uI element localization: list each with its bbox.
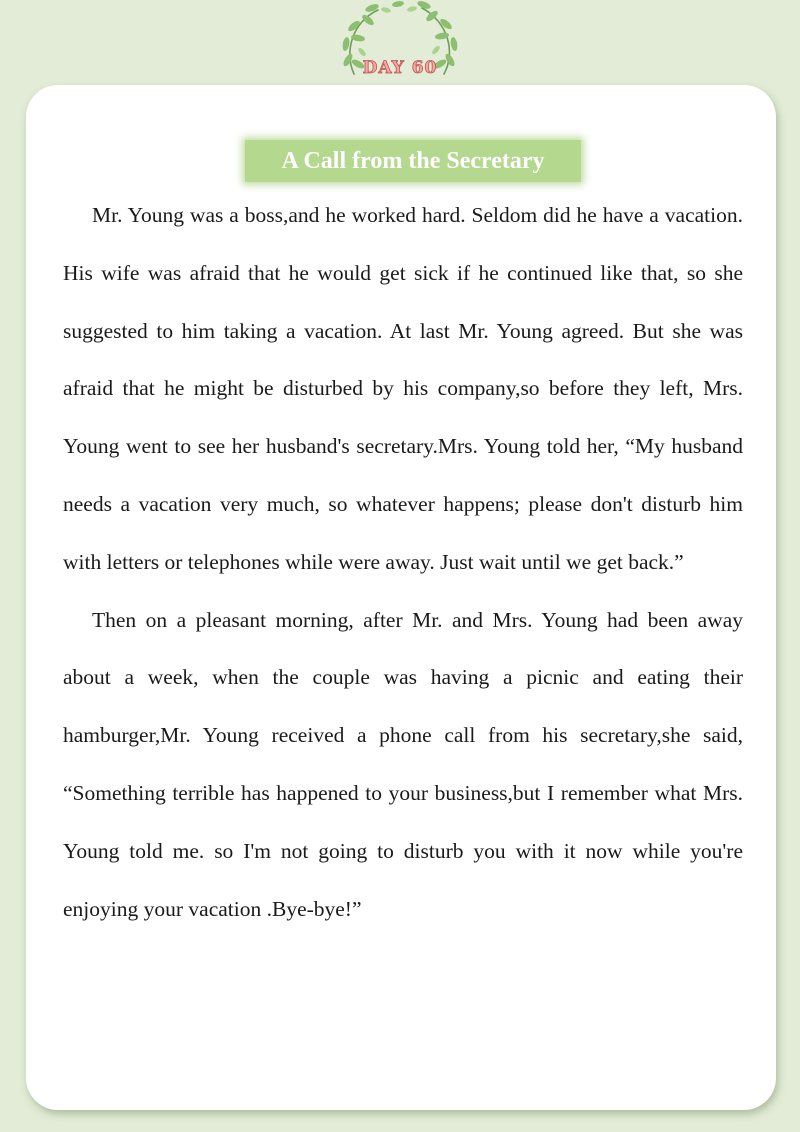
title-banner: [245, 140, 581, 182]
story-title: A Call from the Secretary: [281, 147, 545, 174]
story-paragraph-1: Mr. Young was a boss,and he worked hard. Seldom did he have a vacation. His wife was afraid that he would get sick if he continued like that, so she suggested to him taking a vacation. At last Mr. Young agreed. But she was afraid that he might be disturbed by his company,so before they left, Mrs. Young went to see her husband's secretary.Mrs. Young told her, “My husband needs a vacation very much, so whatever happens; please don't disturb him with letters or telephones while were away. Just wait until we get back.”: [63, 203, 743, 574]
story-body: [63, 187, 743, 938]
day-label: DAY 60: [362, 58, 438, 78]
story-card: [26, 85, 776, 1110]
story-paragraph-2: Then on a pleasant morning, after Mr. and Mrs. Young had been away about a week, when the couple was having a picnic and eating their hamburger,Mr. Young received a phone call from his secretary,she said, “Something terrible has happened to your business,but I remember what Mrs. Young told me. so I'm not going to disturb you with it now while you're enjoying your vacation .Bye-bye!”: [63, 607, 743, 921]
day-badge: [332, 0, 468, 88]
